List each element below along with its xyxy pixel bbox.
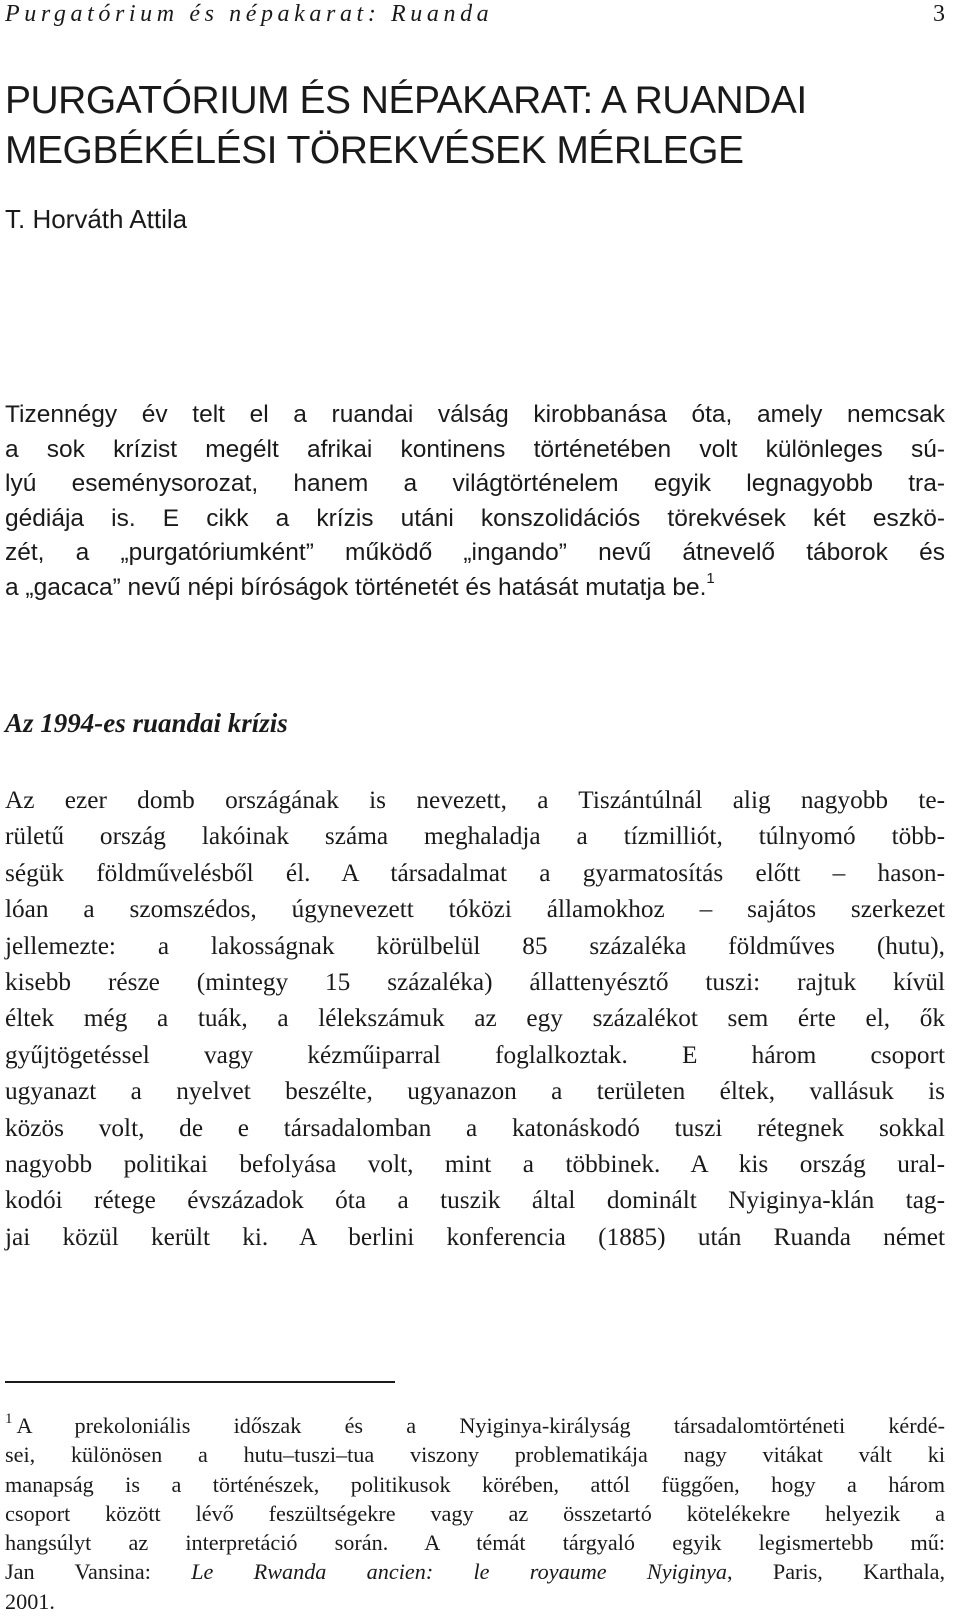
abstract-line: zét, a „purgatóriumként” működő „ingando” nevű átnevelő táborok és (5, 539, 945, 567)
footnote-line: manapság is a történészek, politikusok körében, attól függően, hogy a három (5, 1471, 945, 1497)
article-title (5, 76, 807, 176)
abstract-line: a sok krízist megélt afrikai kontinens történetében volt különleges sú- (5, 435, 945, 463)
citation-year: 2001. (5, 1588, 55, 1614)
body-line: ugyanazt a nyelvet beszélte, ugyanazon a területen éltek, vallásuk is (5, 1077, 945, 1106)
footnote-mark: 1 (5, 1411, 13, 1427)
footnote (5, 1411, 945, 1616)
abstract-line: gédiája is. E cikk a krízis utáni konszolidációs törekvések két eszkö- (5, 504, 945, 532)
citation-title: Le Rwanda ancien: le royaume Nyiginya (191, 1559, 728, 1585)
footnote-line-text: A prekoloniális időszak és a Nyiginya-királyság társadalomtörténeti kérdé- (16, 1413, 945, 1438)
running-header (5, 0, 945, 30)
body-line: lóan a szomszédos, úgynevezett tóközi államokhoz – sajátos szerkezet (5, 895, 945, 924)
footnote-reference[interactable]: 1 (706, 569, 715, 587)
footnote-line: hangsúlyt az interpretáció során. A témát tárgyaló egyik legismertebb mű: (5, 1530, 945, 1556)
footnote-first-line (5, 1411, 945, 1440)
body-line: ségük földművelésből él. A társadalmat a gyarmatosítás előtt – hason- (5, 858, 945, 887)
footnote-divider (5, 1381, 395, 1383)
article-title-line: MEGBÉKÉLÉSI TÖREKVÉSEK MÉRLEGE (5, 129, 744, 172)
page-number: 3 (933, 1, 945, 27)
abstract-last-line (5, 571, 945, 606)
body-line: éltek még a tuák, a lélekszámuk az egy százalékot sem érte el, ők (5, 1004, 945, 1033)
footnote-citation-line (5, 1557, 945, 1586)
body-line: nagyobb politikai befolyása volt, mint a többinek. A kis ország ural- (5, 1150, 945, 1179)
footnote-line: sei, különösen a hutu–tuszi–tua viszony problematikája nagy vitákat vált ki (5, 1442, 945, 1468)
abstract (5, 398, 945, 606)
section-heading: Az 1994-es ruandai krízis (5, 708, 288, 738)
article-author: T. Horváth Attila (5, 204, 188, 234)
body-line: közös volt, de e társadalomban a katonáskodó tuszi rétegnek sokkal (5, 1113, 945, 1142)
abstract-line: Tizennégy év telt el a ruandai válság kirobbanása óta, amely nemcsak (5, 401, 945, 428)
body-line: rületű ország lakóinak száma meghaladja a tízmilliót, túlnyomó több- (5, 822, 945, 851)
citation-publisher: , Paris, Karthala, (727, 1559, 946, 1585)
section-body (5, 782, 945, 1255)
body-line: kisebb része (mintegy 15 százaléka) állattenyésztő tuszi: rajtuk kívül (5, 968, 945, 997)
body-line: Az ezer domb országának is nevezett, a Tiszántúlnál alig nagyobb te- (5, 786, 945, 814)
body-line: gyűjtögetéssel vagy kézműiparral foglalkoztak. E három csoport (5, 1040, 945, 1069)
citation-author: Jan Vansina: (5, 1559, 151, 1585)
abstract-line: lyú eseménysorozat, hanem a világtörténelem egyik legnagyobb tra- (5, 470, 945, 498)
running-title: Purgatórium és népakarat: Ruanda (5, 1, 494, 27)
body-line: jai közül került ki. A berlini konferencia (1885) után Ruanda német (5, 1222, 945, 1251)
body-line: kodói rétege évszázadok óta a tuszik által dominált Nyiginya-klán tag- (5, 1186, 945, 1215)
footnote-line: csoport között lévő feszültségekre vagy az összetartó kötelékekre helyezik a (5, 1500, 945, 1526)
body-line: jellemezte: a lakosságnak körülbelül 85 százaléka földműves (hutu), (5, 931, 945, 960)
article-title-line: PURGATÓRIUM ÉS NÉPAKARAT: A RUANDAI (5, 79, 807, 122)
abstract-line-text: a „gacaca” nevű népi bíróságok történetét és hatását mutatja be. (5, 573, 707, 601)
